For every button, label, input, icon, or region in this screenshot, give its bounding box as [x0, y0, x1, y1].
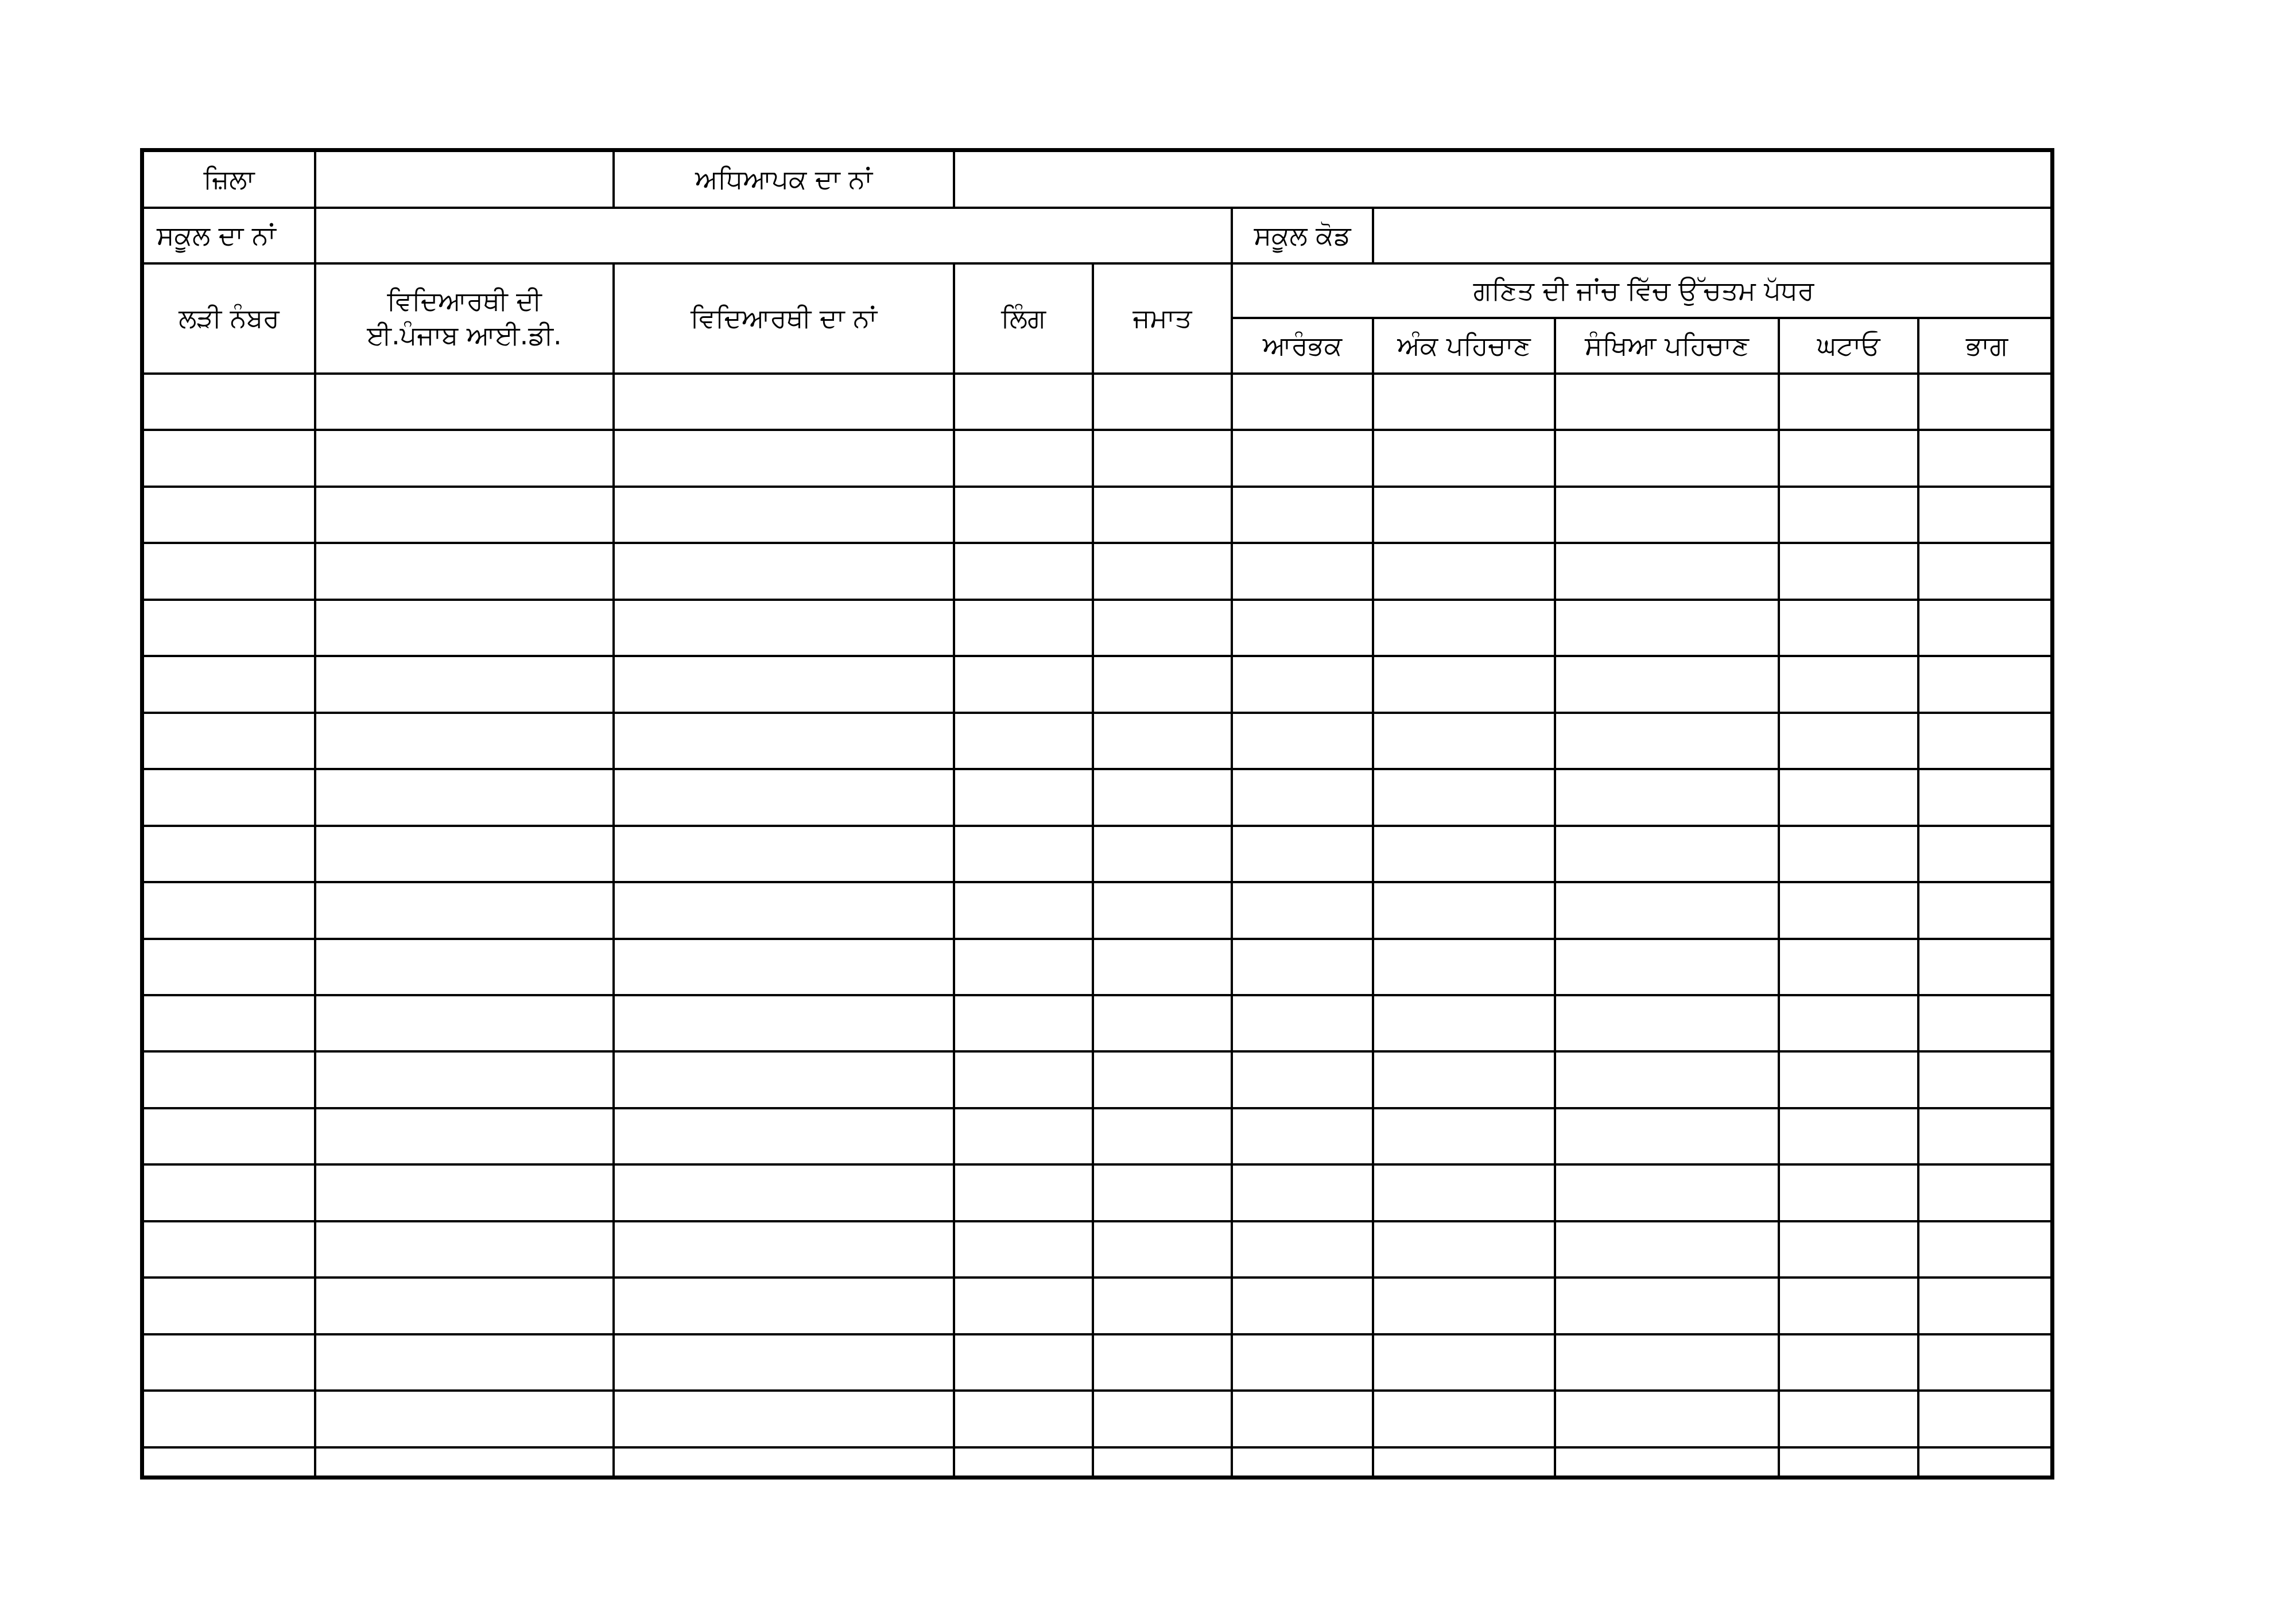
level-number-recognition-cell[interactable]: [1555, 1334, 1779, 1391]
serial-no-cell[interactable]: [144, 1164, 315, 1221]
table-row: [144, 713, 2054, 769]
level-beginner-cell[interactable]: [1232, 826, 1373, 882]
student-name-cell[interactable]: [614, 600, 954, 656]
student-name-cell[interactable]: [614, 769, 954, 825]
serial-no-cell[interactable]: [144, 1051, 315, 1108]
table-row: [144, 1221, 2054, 1278]
table-row: [144, 826, 2054, 882]
student-id-cell[interactable]: [315, 1108, 614, 1164]
level-beginner-cell[interactable]: [1232, 713, 1373, 769]
level-division-cell[interactable]: [1918, 1164, 2054, 1221]
level-subtraction-cell[interactable]: [1779, 769, 1918, 825]
table-row: [144, 487, 2054, 543]
class-cell[interactable]: [1093, 1051, 1232, 1108]
gender-cell[interactable]: [954, 939, 1093, 995]
student-name-cell[interactable]: [614, 1334, 954, 1391]
class-cell[interactable]: [1093, 1447, 1232, 1476]
level-subtraction-cell[interactable]: [1779, 487, 1918, 543]
student-id-cell[interactable]: [315, 1447, 614, 1476]
student-id-cell[interactable]: [315, 769, 614, 825]
student-name-cell[interactable]: [614, 882, 954, 938]
table-row: [144, 882, 2054, 938]
gender-cell[interactable]: [954, 374, 1093, 430]
serial-no-cell[interactable]: [144, 1221, 315, 1278]
student-name-cell[interactable]: [614, 995, 954, 1051]
level-subtraction-cell[interactable]: [1779, 1164, 1918, 1221]
level-header-beginner: ਆਰੰਭਕ: [1232, 318, 1373, 374]
level-number-recognition-cell[interactable]: [1555, 939, 1779, 995]
level-number-recognition-cell[interactable]: [1555, 374, 1779, 430]
table-row: [144, 1391, 2054, 1447]
student-name-cell[interactable]: [614, 939, 954, 995]
table-row: [144, 600, 2054, 656]
serial-no-cell[interactable]: [144, 939, 315, 995]
table-row: [144, 995, 2054, 1051]
district-label: ਜ਼ਿਲਾ: [144, 152, 315, 208]
level-beginner-cell[interactable]: [1232, 1108, 1373, 1164]
level-digit-recognition-cell[interactable]: [1373, 1278, 1555, 1334]
serial-no-cell[interactable]: [144, 1447, 315, 1476]
school-code-field[interactable]: [1373, 208, 2054, 263]
level-subtraction-cell[interactable]: [1779, 1391, 1918, 1447]
level-digit-recognition-cell[interactable]: [1373, 1108, 1555, 1164]
level-beginner-cell[interactable]: [1232, 882, 1373, 938]
school-row: [144, 208, 2054, 263]
student-id-cell[interactable]: [315, 939, 614, 995]
level-number-recognition-cell[interactable]: [1555, 1108, 1779, 1164]
level-beginner-cell[interactable]: [1232, 487, 1373, 543]
teacher-name-label: ਅਧਿਆਪਕ ਦਾ ਨਾਂ: [614, 152, 954, 208]
serial-no-cell[interactable]: [144, 826, 315, 882]
table-row: [144, 374, 2054, 430]
level-number-recognition-cell[interactable]: [1555, 1051, 1779, 1108]
level-number-recognition-cell[interactable]: [1555, 713, 1779, 769]
student-id-header-line1: ਵਿਦਿਆਰਥੀ ਦੀ: [387, 285, 542, 317]
level-digit-recognition-cell[interactable]: [1373, 939, 1555, 995]
level-digit-recognition-cell[interactable]: [1373, 1334, 1555, 1391]
table-row: [144, 1278, 2054, 1334]
level-division-cell[interactable]: [1918, 1391, 2054, 1447]
class-cell[interactable]: [1093, 656, 1232, 712]
level-digit-recognition-cell[interactable]: [1373, 1447, 1555, 1476]
level-beginner-cell[interactable]: [1232, 939, 1373, 995]
level-division-cell[interactable]: [1918, 995, 2054, 1051]
level-beginner-cell[interactable]: [1232, 1334, 1373, 1391]
table-row: [144, 1334, 2054, 1391]
student-id-cell[interactable]: [315, 1164, 614, 1221]
level-division-cell[interactable]: [1918, 1221, 2054, 1278]
level-number-recognition-cell[interactable]: [1555, 543, 1779, 599]
level-division-cell[interactable]: [1918, 1108, 2054, 1164]
level-number-recognition-cell[interactable]: [1555, 600, 1779, 656]
student-id-cell[interactable]: [315, 826, 614, 882]
table-row: [144, 1051, 2054, 1108]
gender-cell[interactable]: [954, 882, 1093, 938]
student-name-cell[interactable]: [614, 430, 954, 486]
serial-no-cell[interactable]: [144, 374, 315, 430]
level-digit-recognition-cell[interactable]: [1373, 430, 1555, 486]
level-beginner-cell[interactable]: [1232, 769, 1373, 825]
level-digit-recognition-cell[interactable]: [1373, 656, 1555, 712]
level-division-cell[interactable]: [1918, 826, 2054, 882]
serial-no-cell[interactable]: [144, 543, 315, 599]
class-cell[interactable]: [1093, 1108, 1232, 1164]
gender-cell[interactable]: [954, 995, 1093, 1051]
gender-cell[interactable]: [954, 430, 1093, 486]
district-field[interactable]: [315, 152, 614, 208]
class-cell[interactable]: [1093, 1164, 1232, 1221]
serial-no-cell[interactable]: [144, 713, 315, 769]
level-digit-recognition-cell[interactable]: [1373, 1221, 1555, 1278]
gender-header: ਲਿੰਗ: [954, 263, 1093, 374]
level-header-subtraction: ਘਟਾਓ: [1779, 318, 1918, 374]
serial-no-cell[interactable]: [144, 769, 315, 825]
level-subtraction-cell[interactable]: [1779, 1051, 1918, 1108]
student-name-header: ਵਿਦਿਆਰਥੀ ਦਾ ਨਾਂ: [614, 263, 954, 374]
gender-cell[interactable]: [954, 1447, 1093, 1476]
level-division-cell[interactable]: [1918, 1051, 2054, 1108]
student-id-header: [315, 263, 614, 374]
level-digit-recognition-cell[interactable]: [1373, 882, 1555, 938]
table-row: [144, 543, 2054, 599]
student-name-cell[interactable]: [614, 543, 954, 599]
student-name-cell[interactable]: [614, 1447, 954, 1476]
level-division-cell[interactable]: [1918, 600, 2054, 656]
student-name-cell[interactable]: [614, 826, 954, 882]
student-id-header-line2: ਈ.ਪੰਜਾਬ ਆਈ.ਡੀ.: [367, 320, 562, 351]
level-digit-recognition-cell[interactable]: [1373, 1051, 1555, 1108]
gender-cell[interactable]: [954, 600, 1093, 656]
class-cell[interactable]: [1093, 1334, 1232, 1391]
level-number-recognition-cell[interactable]: [1555, 1391, 1779, 1447]
table-row: [144, 939, 2054, 995]
student-name-cell[interactable]: [614, 1051, 954, 1108]
school-name-label: ਸਕੂਲ ਦਾ ਨਾਂ: [144, 208, 315, 263]
serial-no-cell[interactable]: [144, 1391, 315, 1447]
serial-no-cell[interactable]: [144, 487, 315, 543]
level-beginner-cell[interactable]: [1232, 543, 1373, 599]
school-name-field[interactable]: [315, 208, 1232, 263]
class-cell[interactable]: [1093, 826, 1232, 882]
class-cell[interactable]: [1093, 1278, 1232, 1334]
level-subtraction-cell[interactable]: [1779, 1221, 1918, 1278]
level-subtraction-cell[interactable]: [1779, 1278, 1918, 1334]
table-row: [144, 656, 2054, 712]
student-name-cell[interactable]: [614, 1108, 954, 1164]
class-cell[interactable]: [1093, 374, 1232, 430]
level-division-cell[interactable]: [1918, 656, 2054, 712]
level-beginner-cell[interactable]: [1232, 1391, 1373, 1447]
level-number-recognition-cell[interactable]: [1555, 826, 1779, 882]
level-digit-recognition-cell[interactable]: [1373, 600, 1555, 656]
serial-no-header: ਲੜੀ ਨੰਬਰ: [144, 263, 315, 374]
student-id-cell[interactable]: [315, 656, 614, 712]
gender-cell[interactable]: [954, 1278, 1093, 1334]
student-assessment-table: [144, 152, 2054, 1476]
serial-no-cell[interactable]: [144, 1278, 315, 1334]
student-name-cell[interactable]: [614, 656, 954, 712]
level-number-recognition-cell[interactable]: [1555, 430, 1779, 486]
class-cell[interactable]: [1093, 713, 1232, 769]
student-id-cell[interactable]: [315, 600, 614, 656]
serial-no-cell[interactable]: [144, 995, 315, 1051]
assessment-form-sheet: [140, 148, 2054, 1480]
level-digit-recognition-cell[interactable]: [1373, 487, 1555, 543]
student-id-cell[interactable]: [315, 1051, 614, 1108]
gender-cell[interactable]: [954, 713, 1093, 769]
level-beginner-cell[interactable]: [1232, 1447, 1373, 1476]
table-row: [144, 1108, 2054, 1164]
school-code-label: ਸਕੂਲ ਕੋਡ: [1232, 208, 1373, 263]
level-division-cell[interactable]: [1918, 374, 2054, 430]
district-teacher-row: [144, 152, 2054, 208]
gender-cell[interactable]: [954, 1164, 1093, 1221]
level-number-recognition-cell[interactable]: [1555, 1447, 1779, 1476]
gender-cell[interactable]: [954, 487, 1093, 543]
level-beginner-cell[interactable]: [1232, 1278, 1373, 1334]
class-cell[interactable]: [1093, 487, 1232, 543]
student-id-cell[interactable]: [315, 1391, 614, 1447]
class-cell[interactable]: [1093, 543, 1232, 599]
level-beginner-cell[interactable]: [1232, 430, 1373, 486]
level-beginner-cell[interactable]: [1232, 656, 1373, 712]
level-subtraction-cell[interactable]: [1779, 882, 1918, 938]
class-cell[interactable]: [1093, 430, 1232, 486]
student-id-cell[interactable]: [315, 430, 614, 486]
gender-cell[interactable]: [954, 826, 1093, 882]
gender-cell[interactable]: [954, 1334, 1093, 1391]
header-row-1: [144, 263, 2054, 318]
level-subtraction-cell[interactable]: [1779, 826, 1918, 882]
student-name-cell[interactable]: [614, 713, 954, 769]
student-name-cell[interactable]: [614, 1221, 954, 1278]
gender-cell[interactable]: [954, 1221, 1093, 1278]
level-subtraction-cell[interactable]: [1779, 1334, 1918, 1391]
class-cell[interactable]: [1093, 769, 1232, 825]
class-cell[interactable]: [1093, 882, 1232, 938]
teacher-name-field[interactable]: [954, 152, 2054, 208]
student-id-cell[interactable]: [315, 487, 614, 543]
level-subtraction-cell[interactable]: [1779, 713, 1918, 769]
level-digit-recognition-cell[interactable]: [1373, 995, 1555, 1051]
table-row: [144, 1447, 2054, 1476]
level-header-digit-recognition: ਅੰਕ ਪਹਿਚਾਣ: [1373, 318, 1555, 374]
level-digit-recognition-cell[interactable]: [1373, 543, 1555, 599]
student-name-cell[interactable]: [614, 1391, 954, 1447]
level-number-recognition-cell[interactable]: [1555, 1164, 1779, 1221]
level-division-cell[interactable]: [1918, 1278, 2054, 1334]
student-id-cell[interactable]: [315, 1221, 614, 1278]
level-subtraction-cell[interactable]: [1779, 430, 1918, 486]
level-division-cell[interactable]: [1918, 543, 2054, 599]
level-digit-recognition-cell[interactable]: [1373, 374, 1555, 430]
level-beginner-cell[interactable]: [1232, 995, 1373, 1051]
serial-no-cell[interactable]: [144, 1108, 315, 1164]
level-subtraction-cell[interactable]: [1779, 939, 1918, 995]
class-cell[interactable]: [1093, 995, 1232, 1051]
level-subtraction-cell[interactable]: [1779, 1108, 1918, 1164]
student-name-cell[interactable]: [614, 487, 954, 543]
level-subtraction-cell[interactable]: [1779, 543, 1918, 599]
student-id-cell[interactable]: [315, 543, 614, 599]
level-beginner-cell[interactable]: [1232, 600, 1373, 656]
level-number-recognition-cell[interactable]: [1555, 487, 1779, 543]
level-division-cell[interactable]: [1918, 430, 2054, 486]
level-number-recognition-cell[interactable]: [1555, 995, 1779, 1051]
table-row: [144, 430, 2054, 486]
gender-cell[interactable]: [954, 769, 1093, 825]
class-header: ਜਮਾਤ: [1093, 263, 1232, 374]
level-subtraction-cell[interactable]: [1779, 995, 1918, 1051]
level-header-number-recognition: ਸੰਖਿਆ ਪਹਿਚਾਣ: [1555, 318, 1779, 374]
level-beginner-cell[interactable]: [1232, 1051, 1373, 1108]
level-number-recognition-cell[interactable]: [1555, 1278, 1779, 1334]
student-id-cell[interactable]: [315, 1278, 614, 1334]
student-name-cell[interactable]: [614, 1164, 954, 1221]
level-division-cell[interactable]: [1918, 939, 2054, 995]
level-digit-recognition-cell[interactable]: [1373, 1391, 1555, 1447]
level-subtraction-cell[interactable]: [1779, 1447, 1918, 1476]
math-level-group-header: ਗਣਿਤ ਦੀ ਜਾਂਚ ਵਿੱਚ ਉੱਚਤਮ ਪੱਧਰ: [1232, 263, 2054, 318]
student-id-cell[interactable]: [315, 882, 614, 938]
serial-no-cell[interactable]: [144, 430, 315, 486]
student-name-cell[interactable]: [614, 1278, 954, 1334]
level-number-recognition-cell[interactable]: [1555, 882, 1779, 938]
table-row: [144, 769, 2054, 825]
serial-no-cell[interactable]: [144, 600, 315, 656]
gender-cell[interactable]: [954, 656, 1093, 712]
level-number-recognition-cell[interactable]: [1555, 656, 1779, 712]
level-division-cell[interactable]: [1918, 882, 2054, 938]
serial-no-cell[interactable]: [144, 656, 315, 712]
level-beginner-cell[interactable]: [1232, 1164, 1373, 1221]
level-division-cell[interactable]: [1918, 713, 2054, 769]
level-digit-recognition-cell[interactable]: [1373, 1164, 1555, 1221]
level-subtraction-cell[interactable]: [1779, 600, 1918, 656]
level-digit-recognition-cell[interactable]: [1373, 826, 1555, 882]
student-name-cell[interactable]: [614, 374, 954, 430]
level-beginner-cell[interactable]: [1232, 374, 1373, 430]
student-id-cell[interactable]: [315, 713, 614, 769]
level-digit-recognition-cell[interactable]: [1373, 769, 1555, 825]
gender-cell[interactable]: [954, 1108, 1093, 1164]
student-id-cell[interactable]: [315, 1334, 614, 1391]
level-subtraction-cell[interactable]: [1779, 374, 1918, 430]
class-cell[interactable]: [1093, 600, 1232, 656]
gender-cell[interactable]: [954, 1391, 1093, 1447]
class-cell[interactable]: [1093, 939, 1232, 995]
student-id-cell[interactable]: [315, 374, 614, 430]
student-id-cell[interactable]: [315, 995, 614, 1051]
level-number-recognition-cell[interactable]: [1555, 1221, 1779, 1278]
serial-no-cell[interactable]: [144, 1334, 315, 1391]
level-division-cell[interactable]: [1918, 1334, 2054, 1391]
gender-cell[interactable]: [954, 1051, 1093, 1108]
class-cell[interactable]: [1093, 1391, 1232, 1447]
level-header-division: ਭਾਗ: [1918, 318, 2054, 374]
serial-no-cell[interactable]: [144, 882, 315, 938]
level-division-cell[interactable]: [1918, 487, 2054, 543]
level-division-cell[interactable]: [1918, 769, 2054, 825]
level-digit-recognition-cell[interactable]: [1373, 713, 1555, 769]
level-subtraction-cell[interactable]: [1779, 656, 1918, 712]
class-cell[interactable]: [1093, 1221, 1232, 1278]
level-number-recognition-cell[interactable]: [1555, 769, 1779, 825]
table-row: [144, 1164, 2054, 1221]
level-division-cell[interactable]: [1918, 1447, 2054, 1476]
gender-cell[interactable]: [954, 543, 1093, 599]
level-beginner-cell[interactable]: [1232, 1221, 1373, 1278]
